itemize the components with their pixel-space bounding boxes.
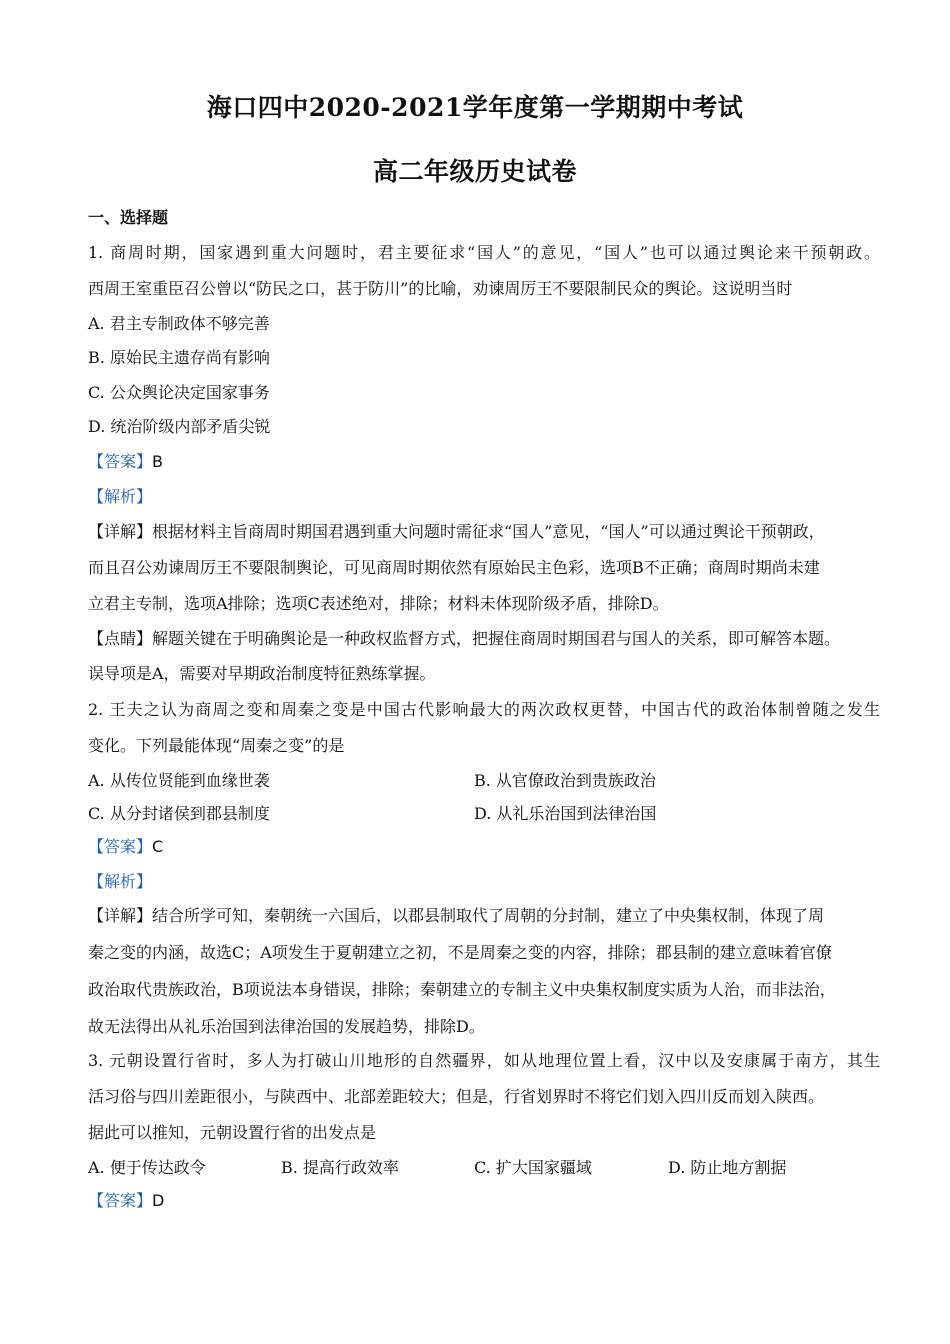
q1-option-c: C. 公众舆论决定国家事务 [88,383,270,402]
q1-stem-line1: 1. 商周时期，国家遇到重大问题时，君主要征求“国人”的意见，“国人”也可以通过舆论来干预朝政。 [88,243,880,262]
q1-detail-text1: 根据材料主旨商周时期国君遇到重大问题时需征求“国人”意见，“国人”可以通过舆论干预朝政， [152,522,825,541]
q1-detail-line3: 立君主专制，选项A排除；选项C表述绝对，排除；材料未体现阶级矛盾，排除D。 [88,594,669,613]
q1-option-a: A. 君主专制政体不够完善 [88,314,270,333]
exam-title: 海口四中2020-2021学年度第一学期期中考试 [206,93,744,122]
q3-stem-line2: 活习俗与四川差距很小，与陕西中、北部差距较大；但是，行省划界时不将它们划入四川反而划入陕西。 [88,1087,825,1106]
q2-answer [88,834,880,857]
q1-point-line1 [88,626,880,649]
q1-option-d: D. 统治阶级内部矛盾尖锐 [88,417,271,436]
exam-subtitle: 高二年级历史试卷 [372,157,577,186]
q1-point-line2: 误导项是A，需要对早期政治制度特征熟练掌握。 [88,664,436,683]
q2-option-c: C. 从分封诸侯到郡县制度 [88,804,270,823]
q2-detail-line1 [88,903,880,926]
q2-option-b: B. 从官僚政治到贵族政治 [474,771,656,790]
q2-analysis-tag: 【解析】 [88,872,153,891]
q2-option-a: A. 从传位贤能到血缘世袭 [88,771,270,790]
q1-stem-line2: 西周王室重臣召公曾以“防民之口，甚于防川”的比喻，劝谏周厉王不要限制民众的舆论。这说明当时 [88,279,793,298]
q3-option-c: C. 扩大国家疆域 [474,1158,592,1177]
q1-analysis-tag: 【解析】 [88,487,153,506]
q1-answer-tag: 【答案】 [88,452,153,471]
q3-option-d: D. 防止地方割据 [668,1158,787,1177]
q2-option-d: D. 从礼乐治国到法律治国 [474,804,657,823]
q2-detail-tag: 【详解】 [88,906,153,925]
q1-point-tag: 【点睛】 [88,629,153,648]
q3-stem-line3: 据此可以推知，元朝设置行省的出发点是 [88,1123,377,1142]
q1-detail-tag: 【详解】 [88,522,153,541]
q3-answer-tag: 【答案】 [88,1191,153,1210]
q3-option-b: B. 提高行政效率 [281,1158,399,1177]
q2-answer-value: C [152,837,164,856]
q2-detail-line4: 故无法得出从礼乐治国到法律治国的发展趋势，排除D。 [88,1017,485,1036]
section-heading: 一、选择题 [88,208,169,227]
q1-point-text1: 解题关键在于明确舆论是一种政权监督方式，把握住商周时期国君与国人的关系，即可解答本题。 [152,629,841,648]
q3-answer-value: D [152,1191,165,1210]
q1-detail-line2: 而且召公劝谏周厉王不要限制舆论，可见商周时期依然有原始民主色彩，选项B不正确；商周时期尚未建 [88,558,820,577]
q2-answer-tag: 【答案】 [88,837,153,856]
q2-detail-text1: 结合所学可知，秦朝统一六国后，以郡县制取代了周朝的分封制，建立了中央集权制，体现了周 [152,906,825,925]
q3-option-a: A. 便于传达政令 [88,1158,206,1177]
q2-detail-line3: 政治取代贵族政治，B项说法本身错误，排除；秦朝建立的专制主义中央集权制度实质为人治，而非法治， [88,980,836,999]
q3-stem-line1: 3. 元朝设置行省时，多人为打破山川地形的自然疆界，如从地理位置上看，汉中以及安康属于南方，其生 [88,1051,880,1070]
q2-detail-line2: 秦之变的内涵，故选C；A项发生于夏朝建立之初，不是周秦之变的内容，排除；郡县制的建立意味着官僚 [88,943,832,962]
q2-stem-line2: 变化。下列最能体现“周秦之变”的是 [88,736,345,755]
q1-detail-line1 [88,519,880,542]
q1-option-b: B. 原始民主遗存尚有影响 [88,348,270,367]
q3-answer [88,1188,880,1211]
q1-answer [88,449,880,472]
q1-answer-value: B [152,452,163,471]
q2-stem-line1: 2. 王夫之认为商周之变和周秦之变是中国古代影响最大的两次政权更替，中国古代的政治体制曾随之发生 [88,700,880,719]
